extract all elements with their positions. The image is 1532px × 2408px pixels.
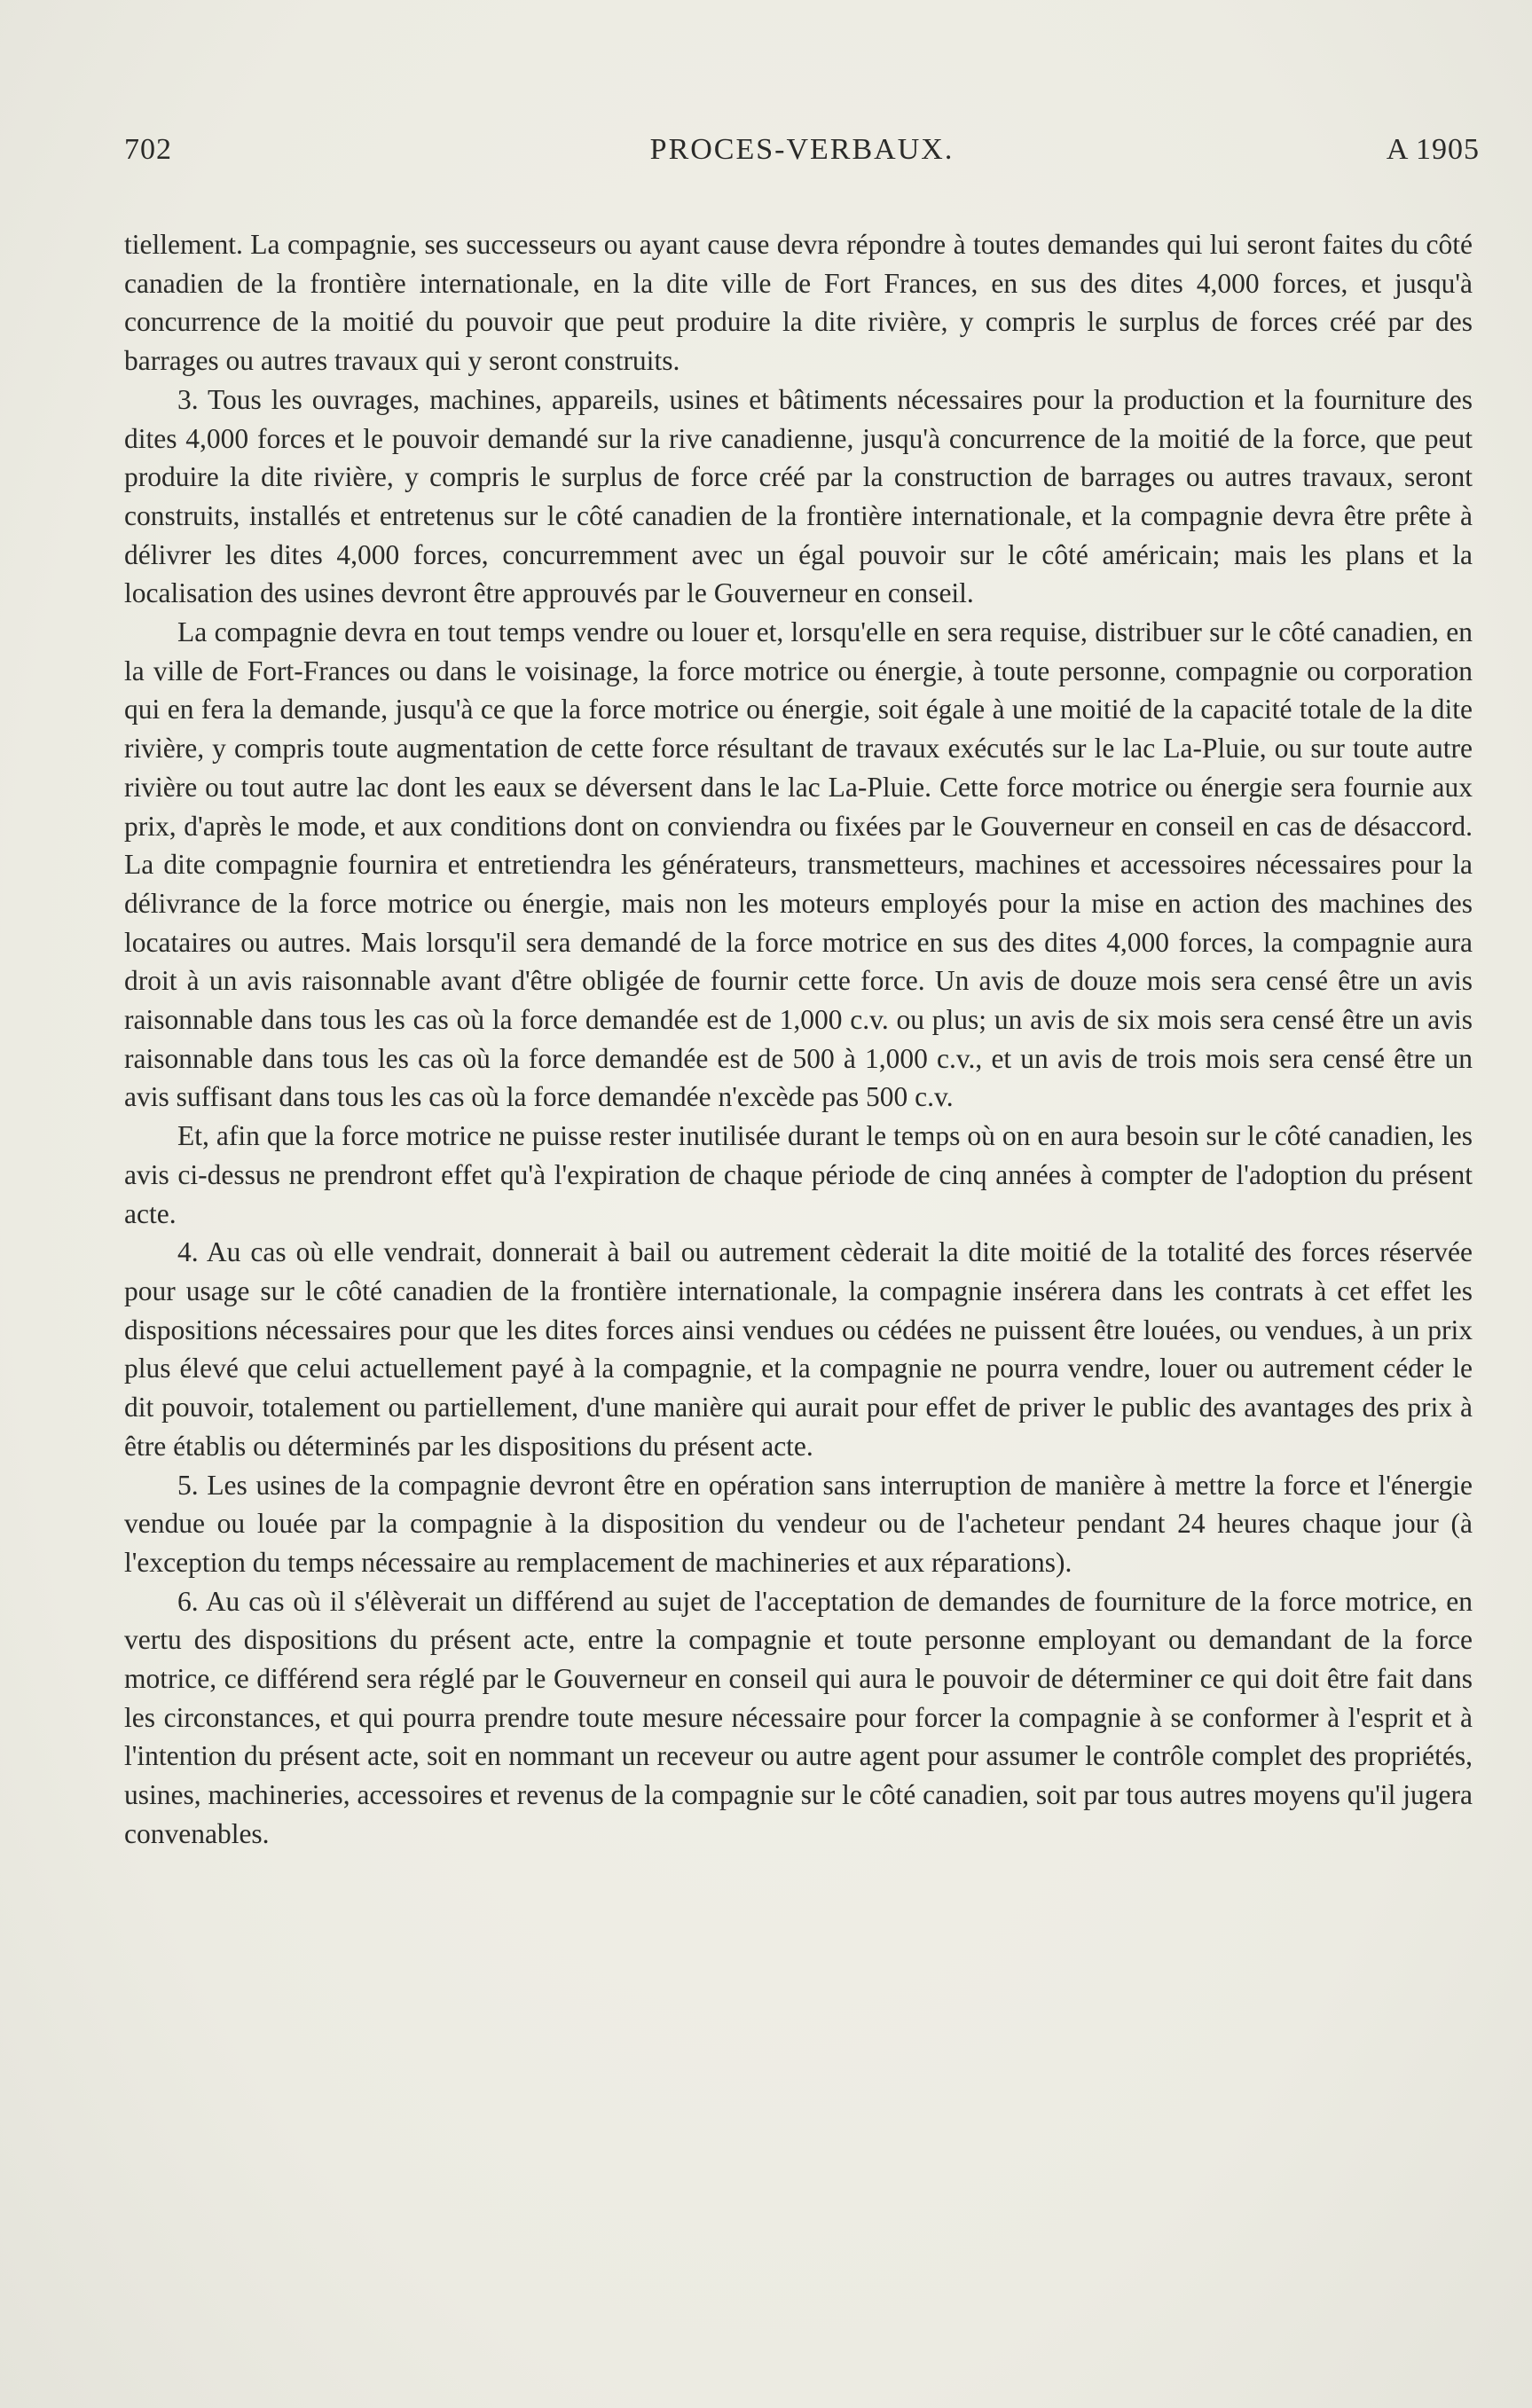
- page-number: 702: [124, 133, 172, 166]
- paragraph-section-4: 4. Au cas où elle vendrait, donnerait à bail ou autrement cèderait la dite moitié de la totalité des forces réservée pour usage sur le côté canadien de la frontière internationale, la compagnie insérera dans les contrats à cet effet les dispositions nécessaires pour que les dites forces ainsi vendues ou cédées ne puissent être louées, ou vendues, à un prix plus élevé que celui actuellement payé à la compagnie, et la compagnie ne pourra vendre, louer ou autrement céder le dit pouvoir, totalement ou partiellement, d'une manière qui aurait pour effet de priver le public des avantages des prix à être établis ou déterminés par les dispositions du présent acte.: [124, 1236, 1473, 1462]
- paragraph-notice-period: Et, afin que la force motrice ne puisse rester inutilisée durant le temps où on en aura besoin sur le côté canadien, les avis ci-dessus ne prendront effet qu'à l'expiration de chaque période de cinq années à compter de l'adoption du présent acte.: [124, 1120, 1473, 1229]
- paragraph-section-6: 6. Au cas où il s'élèverait un différend au sujet de l'acceptation de demandes de fourniture de la force motrice, en vertu des dispositions du présent acte, entre la compagnie et toute personne employant ou demandant de la force motrice, ce différend sera réglé par le Gouverneur en conseil qui aura le pouvoir de déterminer ce qui doit être fait dans les circonstances, et qui pourra prendre toute mesure nécessaire pour forcer la compagnie à se conformer à l'esprit et à l'intention du présent acte, soit en nommant un receveur ou autre agent pour assumer le contrôle complet des propriétés, usines, machineries, accessoires et revenus de la compagnie sur le côté canadien, soit par tous autres moyens qu'il jugera convenables.: [124, 1585, 1473, 1849]
- page-year: A 1905: [1386, 133, 1480, 166]
- paragraph-continuation: tiellement. La compagnie, ses successeurs ou ayant cause devra répondre à toutes demandes qui lui seront faites du côté canadien de la frontière internationale, en la dite ville de Fort Frances, en sus des dites 4,000 forces, et jusqu'à concurrence de la moitié du pouvoir que peut produire la dite rivière, y compris le surplus de forces créé par des barrages ou autres travaux qui y seront construits.: [124, 229, 1473, 377]
- paragraph-section-3: 3. Tous les ouvrages, machines, appareils, usines et bâtiments nécessaires pour la production et la fourniture des dites 4,000 forces et le pouvoir demandé sur la rive canadienne, jusqu'à concurrence de la moitié de la force, que peut produire la dite rivière, y compris le surplus de force créé par la construction de barrages ou autres travaux, seront construits, installés et entretenus sur le côté canadien de la frontière internationale, et la compagnie devra être prête à délivrer les dites 4,000 forces, concurremment avec un égal pouvoir sur le côté américain; mais les plans et la localisation des usines devront être approuvés par le Gouverneur en conseil.: [124, 383, 1473, 609]
- page-title: PROCES-VERBAUX.: [649, 133, 955, 166]
- page-header: [124, 133, 1480, 177]
- document-body: [124, 225, 1473, 1854]
- paragraph-section-5: 5. Les usines de la compagnie devront être en opération sans interruption de manière à mettre la force et l'énergie vendue ou louée par la compagnie à la disposition du vendeur ou de l'acheteur pendant 24 heures chaque jour (à l'exception du temps nécessaire au remplacement de machineries et aux réparations).: [124, 1469, 1473, 1578]
- paragraph-distribution: La compagnie devra en tout temps vendre ou louer et, lorsqu'elle en sera requise, distribuer sur le côté canadien, en la ville de Fort-Frances ou dans le voisinage, la force motrice ou énergie, à toute personne, compagnie ou corporation qui en fera la demande, jusqu'à ce que la force motrice ou énergie, soit égale à une moitié de la capacité totale de la dite rivière, y compris toute augmentation de cette force résultant de travaux exécutés sur le lac La-Pluie, ou sur toute autre rivière ou tout autre lac dont les eaux se déversent dans le lac La-Pluie. Cette force motrice ou énergie sera fournie aux prix, d'après le mode, et aux conditions dont on conviendra ou fixées par le Gouverneur en conseil en cas de désaccord. La dite compagnie fournira et entretiendra les générateurs, transmetteurs, machines et accessoires nécessaires pour la délivrance de la force motrice ou énergie, mais non les moteurs employés pour la mise en action des machines des locataires ou autres. Mais lorsqu'il sera demandé de la force motrice en sus des dites 4,000 forces, la compagnie aura droit à un avis raisonnable avant d'être obligée de fournir cette force. Un avis de douze mois sera censé être un avis raisonnable dans tous les cas où la force demandée est de 1,000 c.v. ou plus; un avis de six mois sera censé être un avis raisonnable dans tous les cas où la force demandée est de 500 à 1,000 c.v., et un avis de trois mois sera censé être un avis suffisant dans tous les cas où la force demandée n'excède pas 500 c.v.: [124, 616, 1473, 1113]
